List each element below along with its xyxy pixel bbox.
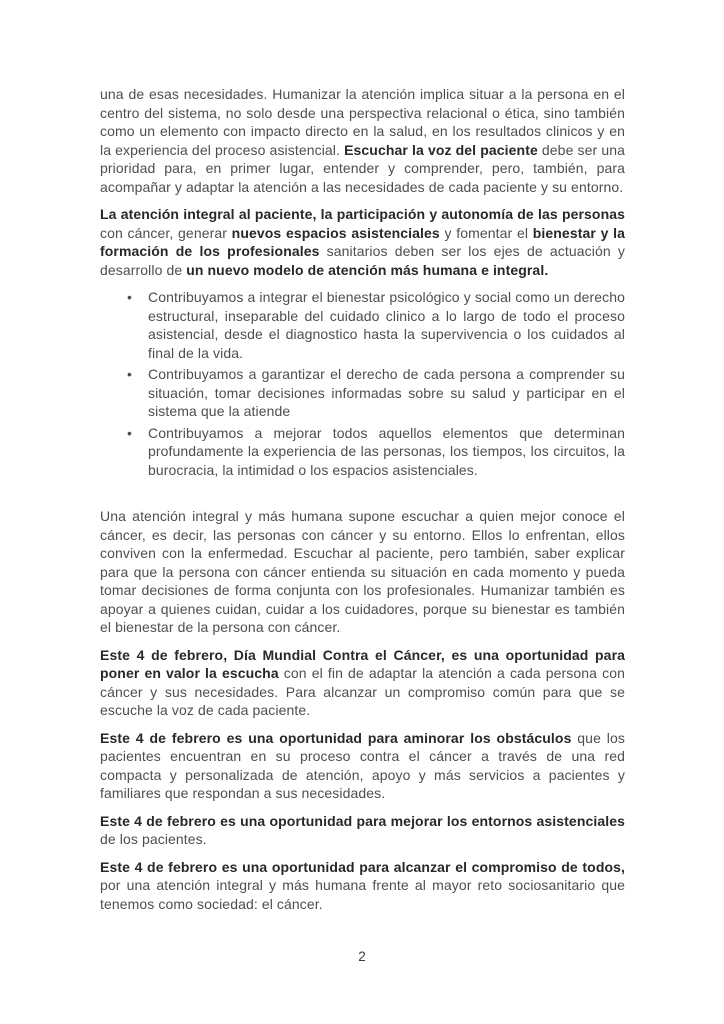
- text-run: Una atención integral y más humana supone escuchar a quien mejor conoce el cáncer, es decir, las personas con cáncer y su entorno. Ellos lo enfrentan, ellos conviven con la enfermedad. Escuchar al paciente, pero también, saber explicar para que la persona con cáncer entienda su situación en cada momento y pueda tomar decisiones de forma conjunta con los profesionales. Humanizar también es apoyar a quienes cuidan, cuidar a los cuidadores, porque su bienestar es también el bienestar de la persona con cáncer.: [100, 508, 625, 635]
- paragraph-humanizar: [100, 85, 625, 196]
- bullet-item-derecho: [148, 365, 625, 421]
- text-run: debe ser una prioridad para, en primer lugar, entender y comprender, pero, también, para acompañar y adaptar la atención a las necesidades de cada paciente y su entorno.: [100, 141, 625, 195]
- paragraph-entornos-asistenciales: [100, 812, 625, 849]
- text-run: Contribuyamos a mejorar todos aquellos elementos que determinan profundamente la experiencia de las personas, los tiempos, los circuitos, la burocracia, la intimidad o los espacios asistenciales.: [148, 424, 625, 478]
- bullet-item-bienestar: [148, 288, 625, 362]
- text-run: Contribuyamos a integrar el bienestar psicológico y social como un derecho estructural, inseparable del cuidado clinico a lo largo de todo el proceso asistencial, desde el diagnostico hasta la supervivencia o los cuidados al final de la vida.: [148, 289, 625, 361]
- bullet-list: [100, 288, 625, 479]
- bold-text-run: bienestar y la formación de los profesionales: [100, 224, 625, 259]
- paragraph-poner-en-valor: [100, 646, 625, 720]
- text-run: de los pacientes.: [100, 831, 207, 847]
- bullet-item-mejorar: [148, 424, 625, 480]
- text-run: sanitarios deben ser los ejes de actuación y desarrollo de: [100, 243, 625, 278]
- paragraph-atencion-integral: [100, 507, 625, 637]
- bold-text-run: un nuevo modelo de atención más humana e integral.: [186, 261, 549, 278]
- bold-text-run: La atención integral al paciente, la participación y autonomía de las personas: [100, 206, 625, 222]
- text-run: con el fin de adaptar la atención a cada persona con cáncer y sus necesidades. Para alcanzar un compromiso común para que se escuche la voz de cada paciente.: [100, 665, 625, 718]
- bold-text-run: Escuchar la voz del paciente: [344, 141, 538, 158]
- bold-text-run: nuevos espacios asistenciales: [231, 224, 440, 241]
- bold-text-run: Este 4 de febrero es una oportunidad para mejorar los entornos asistenciales: [100, 812, 625, 829]
- text-run: Contribuyamos a garantizar el derecho de cada persona a comprender su situación, tomar decisiones informadas sobre su salud y participar en el sistema que la atiende: [148, 366, 625, 419]
- text-run: con cáncer, generar: [100, 224, 232, 241]
- text-run: una de esas necesidades. Humanizar la atención implica situar a la persona en el centro del sistema, no solo desde una perspectiva relacional o ética, sino también como un elemento con impacto directo en la salud, en los resultados clinicos y en la experiencia del proceso asistencial.: [100, 86, 625, 158]
- text-run: por una atención integral y más humana frente al mayor reto sociosanitario que tenemos como sociedad: el cáncer.: [100, 877, 625, 912]
- paragraph-ejes-actuacion: [100, 205, 625, 279]
- paragraph-aminorar-obstaculos: [100, 729, 625, 803]
- paragraph-compromiso-de-todos: [100, 858, 625, 914]
- bold-text-run: Este 4 de febrero es una oportunidad para aminorar los obstáculos: [100, 729, 572, 746]
- text-run: y fomentar el: [439, 224, 533, 241]
- page-number: 2: [358, 948, 366, 964]
- text-run: que los pacientes encuentran en su proceso contra el cáncer a través de una red compacta y personalizada de atención, apoyo y más servicios a pacientes y familiares que respondan a sus necesidades.: [100, 729, 625, 801]
- bold-text-run: Este 4 de febrero, Día Mundial Contra el Cáncer, es una oportunidad para poner en valor la escucha: [100, 646, 625, 681]
- bold-text-run: Este 4 de febrero es una oportunidad para alcanzar el compromiso de todos,: [100, 858, 625, 875]
